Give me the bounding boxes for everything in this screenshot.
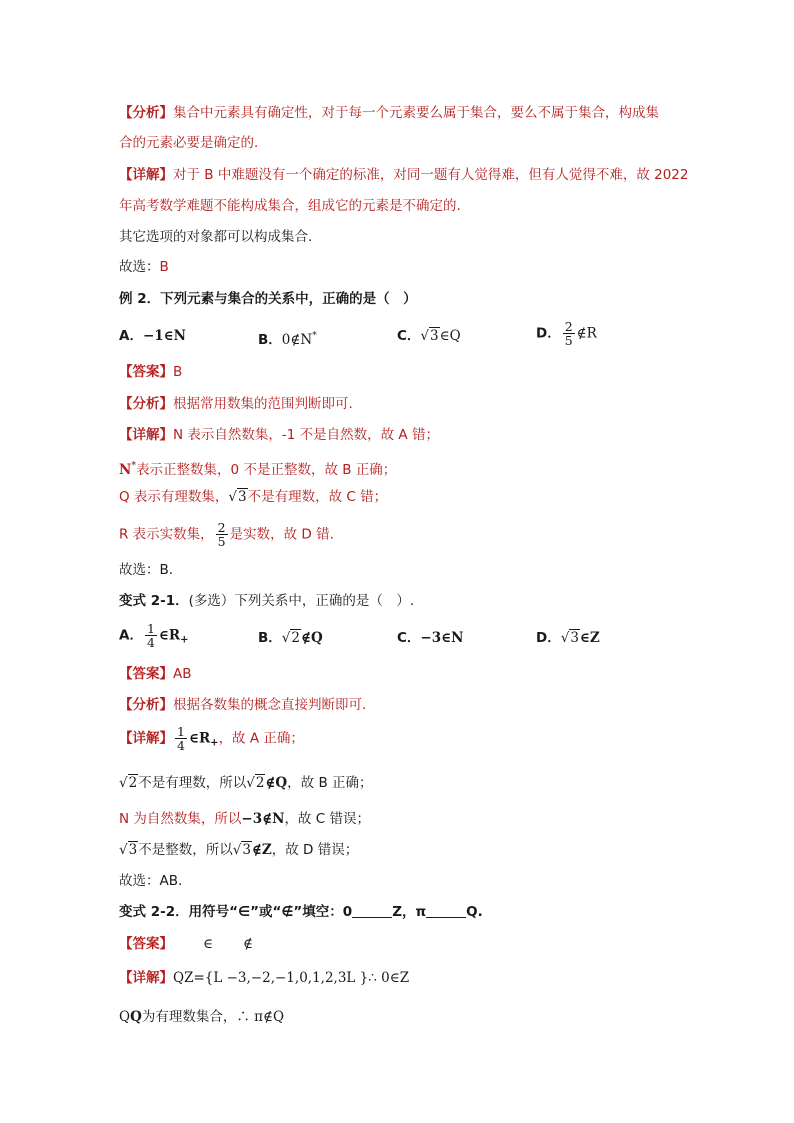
radicand: 3 [430,328,439,344]
fill-blank-1[interactable] [352,903,392,918]
ex1-choose-line [119,257,169,277]
detail-tag: 【详解】 [119,730,173,747]
radicand: 3 [128,842,138,858]
answer-value: AB [173,666,192,682]
variant-label: 变式 2-2． [119,904,189,920]
ex1-detail-line2: 年高考数学难题不能构成集合，组成它的元素是不确定的. [119,198,461,214]
analysis-text: 根据各数集的概念直接判断即可. [173,697,367,713]
v22-title [119,902,483,922]
answer-tag: 【答案】 [119,936,173,952]
answer-tag: 【答案】 [119,364,173,380]
set-symbol: N [119,462,132,478]
v21-option-c [397,628,463,648]
detail-text-b: 不是有理数，故 C 错； [247,489,388,505]
fraction [216,521,228,548]
ex2-option-a [119,326,186,346]
ex2-option-d [536,320,597,347]
variant-label: 变式 2-1． [119,593,189,609]
v21-option-a [119,622,189,651]
denominator: 5 [564,333,573,348]
sqrt-expr: √2 [281,630,300,646]
denominator: 5 [217,534,226,549]
detail-text: 为有理数集合，∴ π∉Q [141,1009,285,1025]
radicand: 3 [570,630,579,646]
detail-math: −3∉N [241,811,285,827]
v21-detail-line2 [119,773,373,793]
sqrt-expr: √3 [420,328,439,344]
option-label: D． [536,630,561,646]
numerator: 2 [564,319,573,334]
set-sup: * [131,461,137,471]
ex2-detail-line2 [119,456,396,480]
variant-text: (多选）下列关系中，正确的是（ ）. [188,593,415,609]
option-sup: * [312,331,317,341]
ex1-other-line: 其它选项的对象都可以构成集合. [119,229,313,245]
answer-value-1: ∈ [203,936,213,952]
v21-title [119,591,414,611]
detail-math: Z={L −3,−2,−1,0,1,2,3L }∴ 0∈Z [184,970,410,986]
detail-q: Q [173,970,185,986]
option-math: ∈Z [579,630,600,646]
ex1-analysis-line1 [119,103,659,123]
ex2-choose-line: 故选：B. [119,562,174,578]
ex2-detail-line3 [119,487,387,507]
answer-value: B [173,364,183,380]
denominator: 4 [177,738,185,753]
analysis-tag: 【分析】 [119,396,173,412]
option-math: ∈R [158,627,181,644]
option-label: C． [397,630,421,646]
ex2-answer-line [119,362,182,382]
detail-tag: 【详解】 [119,167,173,183]
variant-text: 用符号“∈”或“∉”填空：0 [188,904,353,920]
ex2-option-c [397,326,461,346]
v21-analysis-line [119,695,366,715]
v21-option-b [258,628,323,648]
numerator: 1 [177,724,185,739]
v22-detail-line1 [119,968,409,988]
option-label: C． [397,328,421,344]
option-label: B． [258,332,282,348]
analysis-text: 根据常用数集的范围判断即可. [173,396,353,412]
v21-choose-line: 故选：AB. [119,873,183,889]
fraction [145,622,157,649]
ex1-analysis-line2: 合的元素必要是确定的. [119,135,259,151]
detail-math: ∈R [188,730,211,747]
radicand: 2 [128,775,138,791]
option-label: A． [119,627,143,644]
v21-detail-line4 [119,840,358,860]
option-label: B． [258,630,282,646]
option-sub: + [180,634,189,646]
option-math: −1∈N [142,328,186,344]
v22-answer-line [119,934,253,954]
ex2-detail-line4 [119,521,334,548]
fill-blank-2[interactable] [426,903,466,918]
numerator: 1 [146,621,155,636]
detail-tail: ，故 A 正确； [218,730,304,747]
detail-text: 不是有理数，所以 [138,775,247,791]
option-label: D． [536,325,561,342]
answer-tag: 【答案】 [119,666,173,682]
option-label: A． [119,328,143,344]
detail-text-a: Q 表示有理数集， [119,489,229,505]
detail-tail: ，故 C 错误； [284,811,370,827]
ex2-analysis-line [119,394,353,414]
detail-tail: ，故 B 正确； [287,775,373,791]
sqrt-expr: √3 [228,489,247,505]
detail-tag: 【详解】 [119,427,173,443]
option-math: 0∉N [281,332,313,348]
detail-text: 表示正整数集，0 不是正整数，故 B 正确； [136,462,397,478]
radicand: 3 [238,489,247,505]
option-math: −3∈N [420,630,464,646]
denominator: 4 [146,635,155,650]
detail-math: ∉Q [265,775,288,791]
v22-detail-line2 [119,1007,284,1027]
detail-text-b: 是实数，故 D 错. [229,526,334,543]
v21-answer-line [119,664,192,684]
analysis-text: 集合中元素具有确定性，对于每一个元素要么属于集合，要么不属于集合，构成集 [173,105,659,121]
detail-math: ∉Z [251,842,272,858]
detail-q: Q [119,1009,131,1025]
analysis-tag: 【分析】 [119,697,173,713]
detail-tag: 【详解】 [119,970,173,986]
answer-value-2: ∉ [243,936,253,952]
detail-text: 不是整数，所以 [138,842,233,858]
sqrt-expr: √3 [119,842,138,858]
sqrt-expr-2: √2 [246,775,265,791]
sqrt-expr: √2 [119,775,138,791]
option-math: ∈Q [439,328,461,344]
v21-detail-line1 [119,725,304,754]
detail-tail: ，故 D 错误； [271,842,359,858]
sqrt-expr: √3 [560,630,579,646]
numerator: 2 [217,520,226,535]
detail-text: 对于 B 中难题没有一个确定的标准，对同一题有人觉得难，但有人觉得不难，故 2022 [173,167,689,183]
detail-text-a: R 表示实数集， [119,526,214,543]
fraction [175,725,187,752]
radicand: 2 [255,775,265,791]
option-math: ∉Q [301,630,323,646]
ex2-detail-line1 [119,425,439,445]
variant-text-z: Z，π [392,904,427,920]
variant-text-q: Q. [466,904,483,920]
choose-prefix: 故选： [119,259,160,275]
v21-option-d [536,628,600,648]
detail-sub: + [210,737,219,749]
ex2-title: 例 2．下列元素与集合的关系中，正确的是（ ） [119,291,417,307]
sqrt-expr-2: √3 [232,842,251,858]
ex2-option-b [258,326,317,350]
ex1-detail-line1 [119,165,689,185]
v21-detail-line3 [119,809,370,829]
detail-math: Q [130,1009,142,1025]
radicand: 2 [291,630,300,646]
choose-answer: B [159,259,169,275]
option-math: ∉R [576,325,597,342]
radicand: 3 [242,842,251,858]
fraction [563,320,575,347]
detail-text: N 表示自然数集，-1 不是自然数，故 A 错； [173,427,439,443]
detail-text: N 为自然数集，所以 [119,811,242,827]
analysis-tag: 【分析】 [119,105,173,121]
